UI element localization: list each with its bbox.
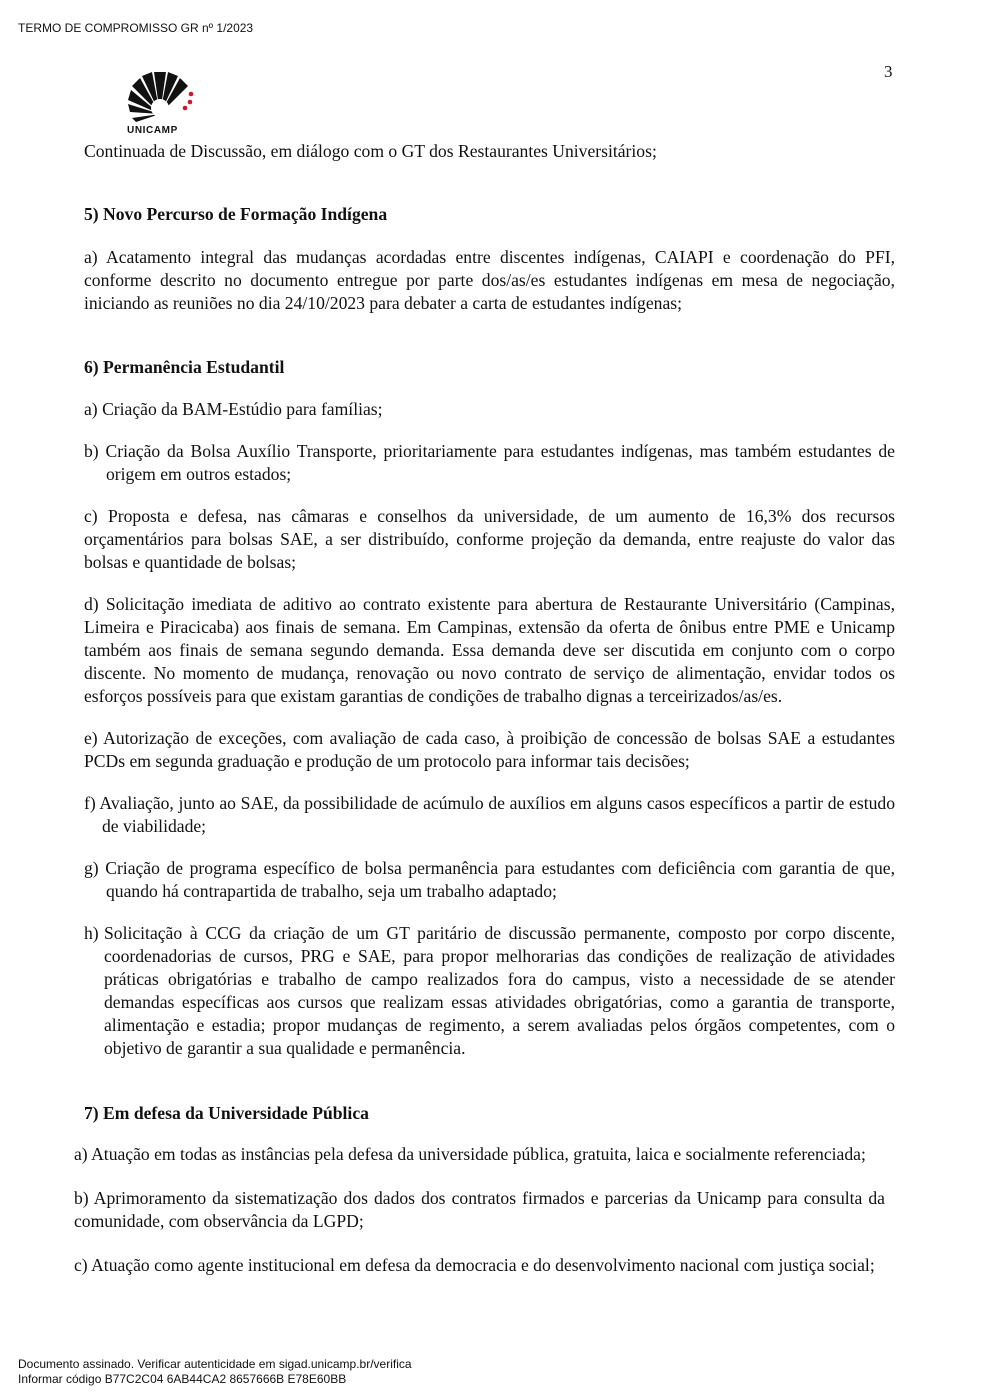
section-6-item-h-label: h) [84,923,99,943]
section-6-title: 6) Permanência Estudantil [84,357,285,377]
section-7-title: 7) Em defesa da Universidade Pública [84,1103,369,1123]
signature-footer [18,1357,412,1387]
section-6-item-c: c) Proposta e defesa, nas câmaras e conselhos da universidade, de um aumento de 16,3% dos recursos orçamentários para bolsas SAE, a ser distribuído, conforme projeção da demanda, entre reajuste do valor das bolsas e quantidade de bolsas; [84,506,895,572]
section-6-item-a: a) Criação da BAM-Estúdio para famílias; [84,399,383,419]
page-number: 3 [884,62,893,81]
document-header-title: TERMO DE COMPROMISSO GR nº 1/2023 [18,21,254,35]
section-6-item-h-text: Solicitação à CCG da criação de um GT paritário de discussão permanente, composto por corpo discente, coordenadorias de cursos, PRG e SAE, para propor melhorarias das condições de realização de atividades práticas obrigatórias e trabalho de campo realizados fora do campus, visto a necessidade de se atender demandas específicas aos cursos que realizam essas atividades obrigatórias, como a garantia de transporte, alimentação e estadia; propor mudanças de regimento, a serem avaliadas pelos órgãos competentes, com o objetivo de garantir a sua qualidade e permanência. [104,923,895,1058]
section-7-item-b: b) Aprimoramento da sistematização dos dados dos contratos firmados e parcerias da Unicamp para consulta da comunidade, com observância da LGPD; [74,1188,885,1231]
section-6-item-b: b) Criação da Bolsa Auxílio Transporte, prioritariamente para estudantes indígenas, mas também estudantes de origem em outros estados; [84,441,895,484]
section-6-item-g: g) Criação de programa específico de bolsa permanência para estudantes com deficiência com garantia de que, quando há contrapartida de trabalho, seja um trabalho adaptado; [84,858,895,901]
unicamp-logo [124,64,196,140]
section-7-item-a: a) Atuação em todas as instâncias pela defesa da universidade pública, gratuita, laica e socialmente referenciada; [74,1144,866,1164]
section-6-item-h [84,922,895,1060]
document-body [74,140,895,1277]
section-5-title: 5) Novo Percurso de Formação Indígena [84,204,388,224]
footer-verify-line: Documento assinado. Verificar autenticidade em sigad.unicamp.br/verifica [18,1357,412,1371]
section-6-item-d: d) Solicitação imediata de aditivo ao contrato existente para abertura de Restaurante Universitário (Campinas, Limeira e Piracicaba) aos finais de semana. Em Campinas, extensão da oferta de ônibus entre PME e Unicamp também aos finais de semana segundo demanda. Essa demanda deve ser discutida em conjunto com o corpo discente. No momento de mudança, renovação ou novo contrato de serviço de alimentação, envidar todos os esforços possíveis para que existam garantias de condições de trabalho dignas a terceirizados/as/es. [84,594,895,706]
section-7-item-c: c) Atuação como agente institucional em defesa da democracia e do desenvolvimento nacional com justiça social; [74,1255,875,1275]
section-5-item-a: a) Acatamento integral das mudanças acordadas entre discentes indígenas, CAIAPI e coordenação do PFI, conforme descrito no documento entregue por parte dos/as/es estudantes indígenas em mesa de negociação, iniciando as reuniões no dia 24/10/2023 para debater a carta de estudantes indígenas; [84,247,895,313]
unicamp-emblem-icon [124,64,196,124]
footer-code-line: Informar código B77C2C04 6AB44CA2 8657666B E78E60BB [18,1372,347,1386]
section-6-item-e: e) Autorização de exceções, com avaliação de cada caso, à proibição de concessão de bolsas SAE a estudantes PCDs em segunda graduação e produção de um protocolo para informar tais decisões; [84,728,895,771]
section-6-item-f: f) Avaliação, junto ao SAE, da possibilidade de acúmulo de auxílios em alguns casos específicos a partir de estudo de viabilidade; [84,793,895,836]
logo-text: UNICAMP [127,125,178,136]
intro-paragraph: Continuada de Discussão, em diálogo com o GT dos Restaurantes Universitários; [84,141,657,161]
